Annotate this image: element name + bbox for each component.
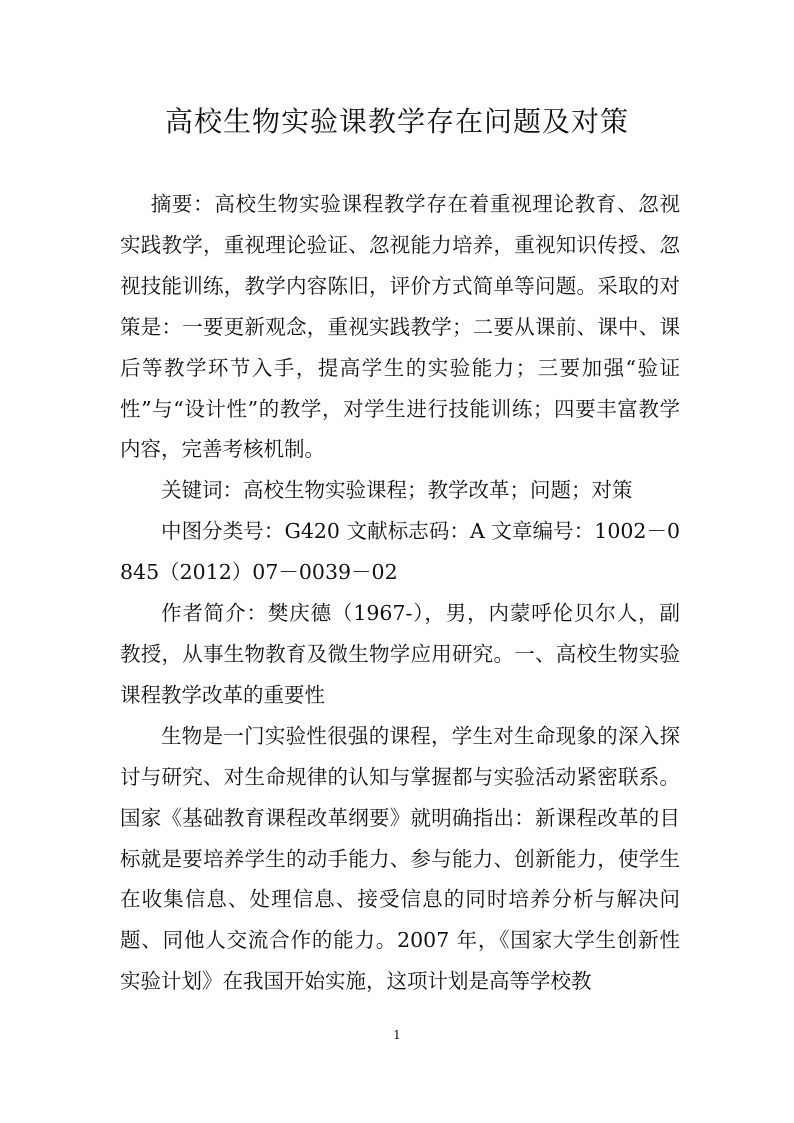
document-body [120, 184, 680, 1002]
body-paragraph: 生物是一门实验性很强的课程，学生对生命现象的深入探讨与研究、对生命规律的认知与掌握都与实验活动紧密联系。国家《基础教育课程改革纲要》就明确指出：新课程改革的目标就是要培养学生的动手能力、参与能力、创新能力，使学生在收集信息、处理信息、接受信息的同时培养分析与解决问题、同他人交流合作的能力。2007 年，《国家大学生创新性实验计划》在我国开始实施，这项计划是高等学校教 [120, 723, 680, 994]
keywords-paragraph: 关键词：高校生物实验课程；教学改革；问题；对策 [161, 478, 633, 503]
author-introduction-paragraph: 作者简介：樊庆德（1967-），男，内蒙呼伦贝尔人，副教授，从事生物教育及微生物学应用研究。一、高校生物实验课程教学改革的重要性 [120, 601, 680, 707]
classification-paragraph: 中图分类号：G420 文献标志码：A 文章编号：1002－0845（2012）07－0039－02 [120, 519, 680, 585]
document-title: 高校生物实验课教学存在问题及对策 [164, 105, 629, 138]
page-number: 1 [393, 1028, 401, 1042]
abstract-paragraph: 摘要：高校生物实验课程教学存在着重视理论教育、忽视实践教学，重视理论验证、忽视能力培养，重视知识传授、忽视技能训练，教学内容陈旧，评价方式简单等问题。采取的对策是：一要更新观念，重视实践教学；二要从课前、课中、课后等教学环节入手，提高学生的实验能力；三要加强“验证性”与“设计性”的教学，对学生进行技能训练；四要丰富教学内容，完善考核机制。 [120, 192, 680, 462]
